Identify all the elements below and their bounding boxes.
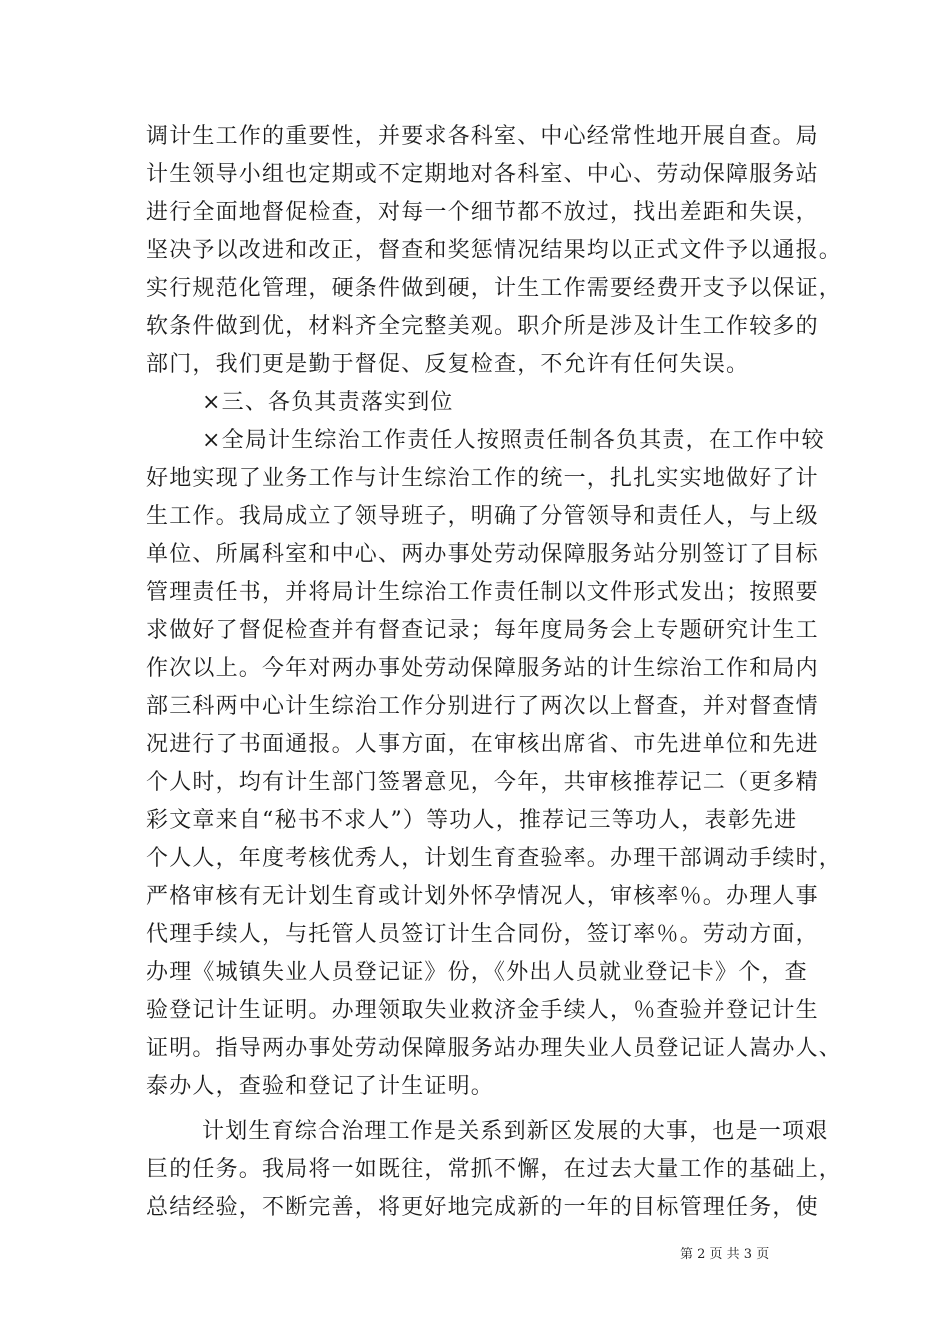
paragraph-line: 个人时，均有计生部门签署意见，今年，共审核推荐记二（更多精 bbox=[146, 770, 819, 795]
paragraph-line: 部门，我们更是勤于督促、反复检查，不允许有任何失误。 bbox=[146, 352, 750, 377]
paragraph-line: 好地实现了业务工作与计生综治工作的统一，扎扎实实地做好了计 bbox=[146, 466, 819, 491]
paragraph-line: 软条件做到优，材料齐全完整美观。职介所是涉及计生工作较多的 bbox=[146, 314, 819, 339]
paragraph-line: 计生领导小组也定期或不定期地对各科室、中心、劳动保障服务站 bbox=[146, 162, 819, 187]
paragraph-line: 管理责任书，并将局计生综治工作责任制以文件形式发出；按照要 bbox=[146, 580, 819, 605]
paragraph-line: 巨的任务。我局将一如既往，常抓不懈，在过去大量工作的基础上， bbox=[146, 1157, 843, 1182]
paragraph-line: 验登记计生证明。办理领取失业救济金手续人，％查验并登记计生 bbox=[146, 998, 819, 1023]
paragraph-line: 坚决予以改进和改正，督查和奖惩情况结果均以正式文件予以通报。 bbox=[146, 238, 843, 263]
section-heading: ×三、各负其责落实到位 bbox=[202, 390, 454, 415]
paragraph-line: 求做好了督促检查并有督查记录；每年度局务会上专题研究计生工 bbox=[146, 618, 819, 643]
paragraph-line: 调计生工作的重要性，并要求各科室、中心经常性地开展自查。局 bbox=[146, 124, 819, 149]
page-number: 第 2 页 共 3 页 bbox=[680, 1247, 770, 1262]
paragraph-line: 代理手续人，与托管人员签订计生合同份，签订率％。劳动方面， bbox=[146, 922, 819, 947]
paragraph-line: 个人人，年度考核优秀人，计划生育查验率。办理干部调动手续时， bbox=[146, 846, 843, 871]
paragraph-line: 实行规范化管理，硬条件做到硬，计生工作需要经费开支予以保证， bbox=[146, 276, 843, 301]
paragraph-line: 生工作。我局成立了领导班子，明确了分管领导和责任人，与上级 bbox=[146, 504, 819, 529]
paragraph-line: 况进行了书面通报。人事方面，在审核出席省、市先进单位和先进 bbox=[146, 732, 819, 757]
paragraph-line: 单位、所属科室和中心、两办事处劳动保障服务站分别签订了目标 bbox=[146, 542, 819, 567]
paragraph-line: 证明。指导两办事处劳动保障服务站办理失业人员登记证人嵩办人、 bbox=[146, 1036, 843, 1061]
paragraph-line: 彩文章来自“秘书不求人”）等功人，推荐记三等功人，表彰先进 bbox=[146, 808, 798, 833]
paragraph-line: 办理《城镇失业人员登记证》份，《外出人员就业登记卡》个，查 bbox=[146, 960, 808, 985]
paragraph-line: 进行全面地督促检查，对每一个细节都不放过，找出差距和失误， bbox=[146, 200, 819, 225]
paragraph-line: 泰办人，查验和登记了计生证明。 bbox=[146, 1074, 495, 1099]
paragraph-line: 总结经验，不断完善，将更好地完成新的一年的目标管理任务，使 bbox=[146, 1195, 819, 1220]
paragraph-line: 严格审核有无计划生育或计划外怀孕情况人，审核率％。办理人事 bbox=[146, 884, 819, 909]
paragraph-line: 计划生育综合治理工作是关系到新区发展的大事，也是一项艰 bbox=[202, 1119, 829, 1144]
paragraph-line: ×全局计生综治工作责任人按照责任制各负其责，在工作中较 bbox=[202, 428, 825, 453]
paragraph-line: 部三科两中心计生综治工作分别进行了两次以上督查，并对督查情 bbox=[146, 694, 819, 719]
paragraph-line: 作次以上。今年对两办事处劳动保障服务站的计生综治工作和局内 bbox=[146, 656, 819, 681]
